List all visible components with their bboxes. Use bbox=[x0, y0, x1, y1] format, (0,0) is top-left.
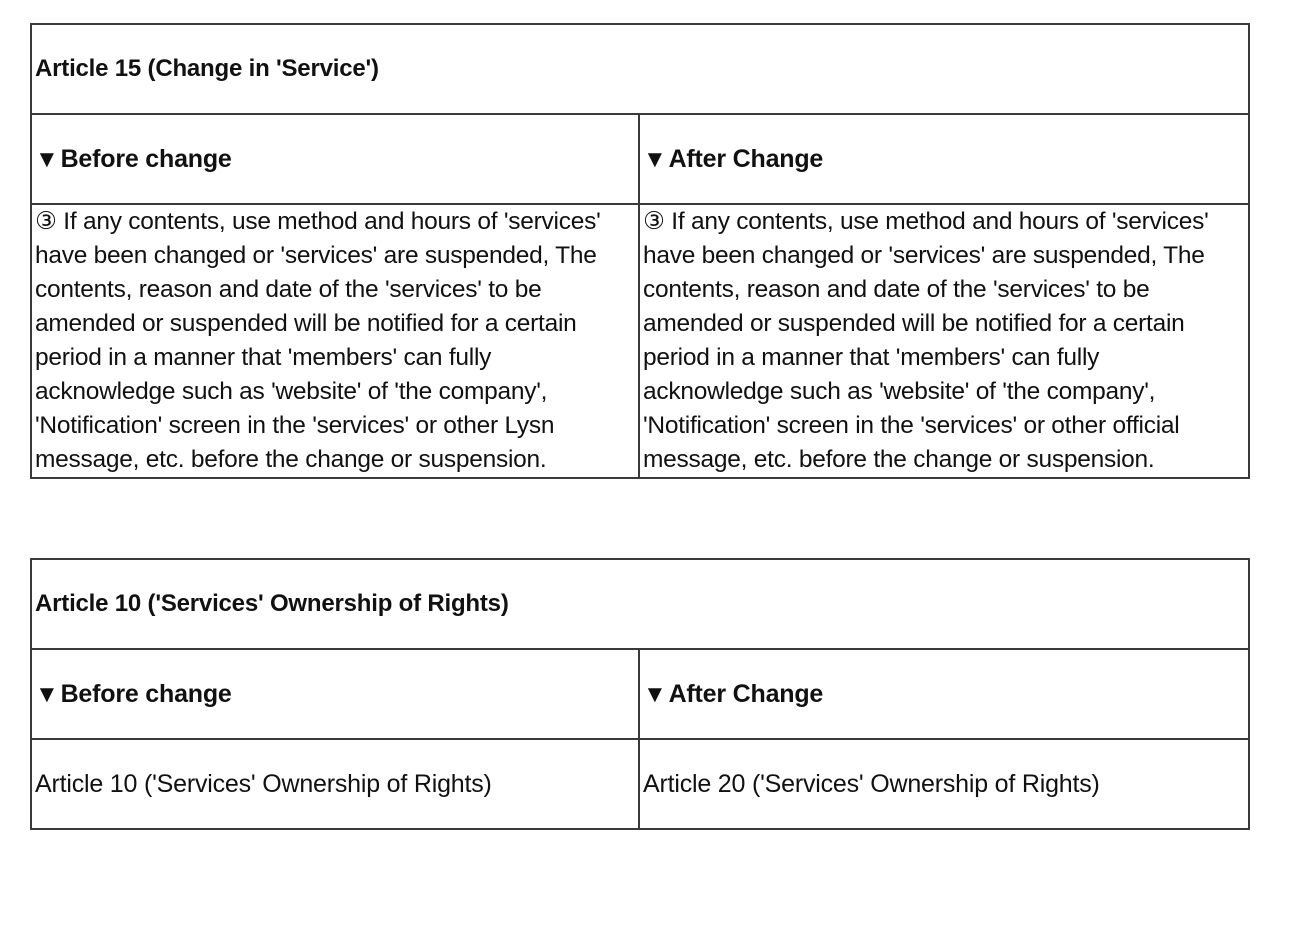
article-10-title: Article 10 ('Services' Ownership of Rights) bbox=[31, 559, 1249, 649]
after-change-text: ③ If any contents, use method and hours of 'services' have been changed or 'services' are suspended, The contents, reason and date of the 'services' to be amended or suspended will be notified for a certain period in a manner that 'members' can fully acknowledge such as 'website' of 'the company', 'Notification' screen in the 'services' or other official message, etc. before the change or suspension. bbox=[639, 204, 1249, 478]
before-change-header bbox=[31, 114, 639, 204]
before-change-header bbox=[31, 649, 639, 739]
triangle-down-icon: ▼ bbox=[35, 145, 59, 173]
after-change-label: After Change bbox=[668, 679, 824, 708]
triangle-down-icon: ▼ bbox=[35, 680, 59, 708]
before-change-label: Before change bbox=[60, 679, 232, 708]
after-change-text: Article 20 ('Services' Ownership of Rights) bbox=[639, 739, 1249, 829]
before-change-label: Before change bbox=[60, 144, 232, 173]
after-change-header bbox=[639, 114, 1249, 204]
section-spacer bbox=[30, 479, 1248, 558]
before-change-text: ③ If any contents, use method and hours of 'services' have been changed or 'services' are suspended, The contents, reason and date of the 'services' to be amended or suspended will be notified for a certain period in a manner that 'members' can fully acknowledge such as 'website' of 'the company', 'Notification' screen in the 'services' or other Lysn message, etc. before the change or suspension. bbox=[31, 204, 639, 478]
article-10-comparison-table bbox=[30, 558, 1250, 830]
after-change-header bbox=[639, 649, 1249, 739]
before-change-text: Article 10 ('Services' Ownership of Rights) bbox=[31, 739, 639, 829]
article-15-title: Article 15 (Change in 'Service') bbox=[31, 24, 1249, 114]
article-15-comparison-table bbox=[30, 23, 1250, 479]
triangle-down-icon: ▼ bbox=[643, 680, 667, 708]
triangle-down-icon: ▼ bbox=[643, 145, 667, 173]
terms-change-document bbox=[30, 23, 1248, 830]
after-change-label: After Change bbox=[668, 144, 824, 173]
